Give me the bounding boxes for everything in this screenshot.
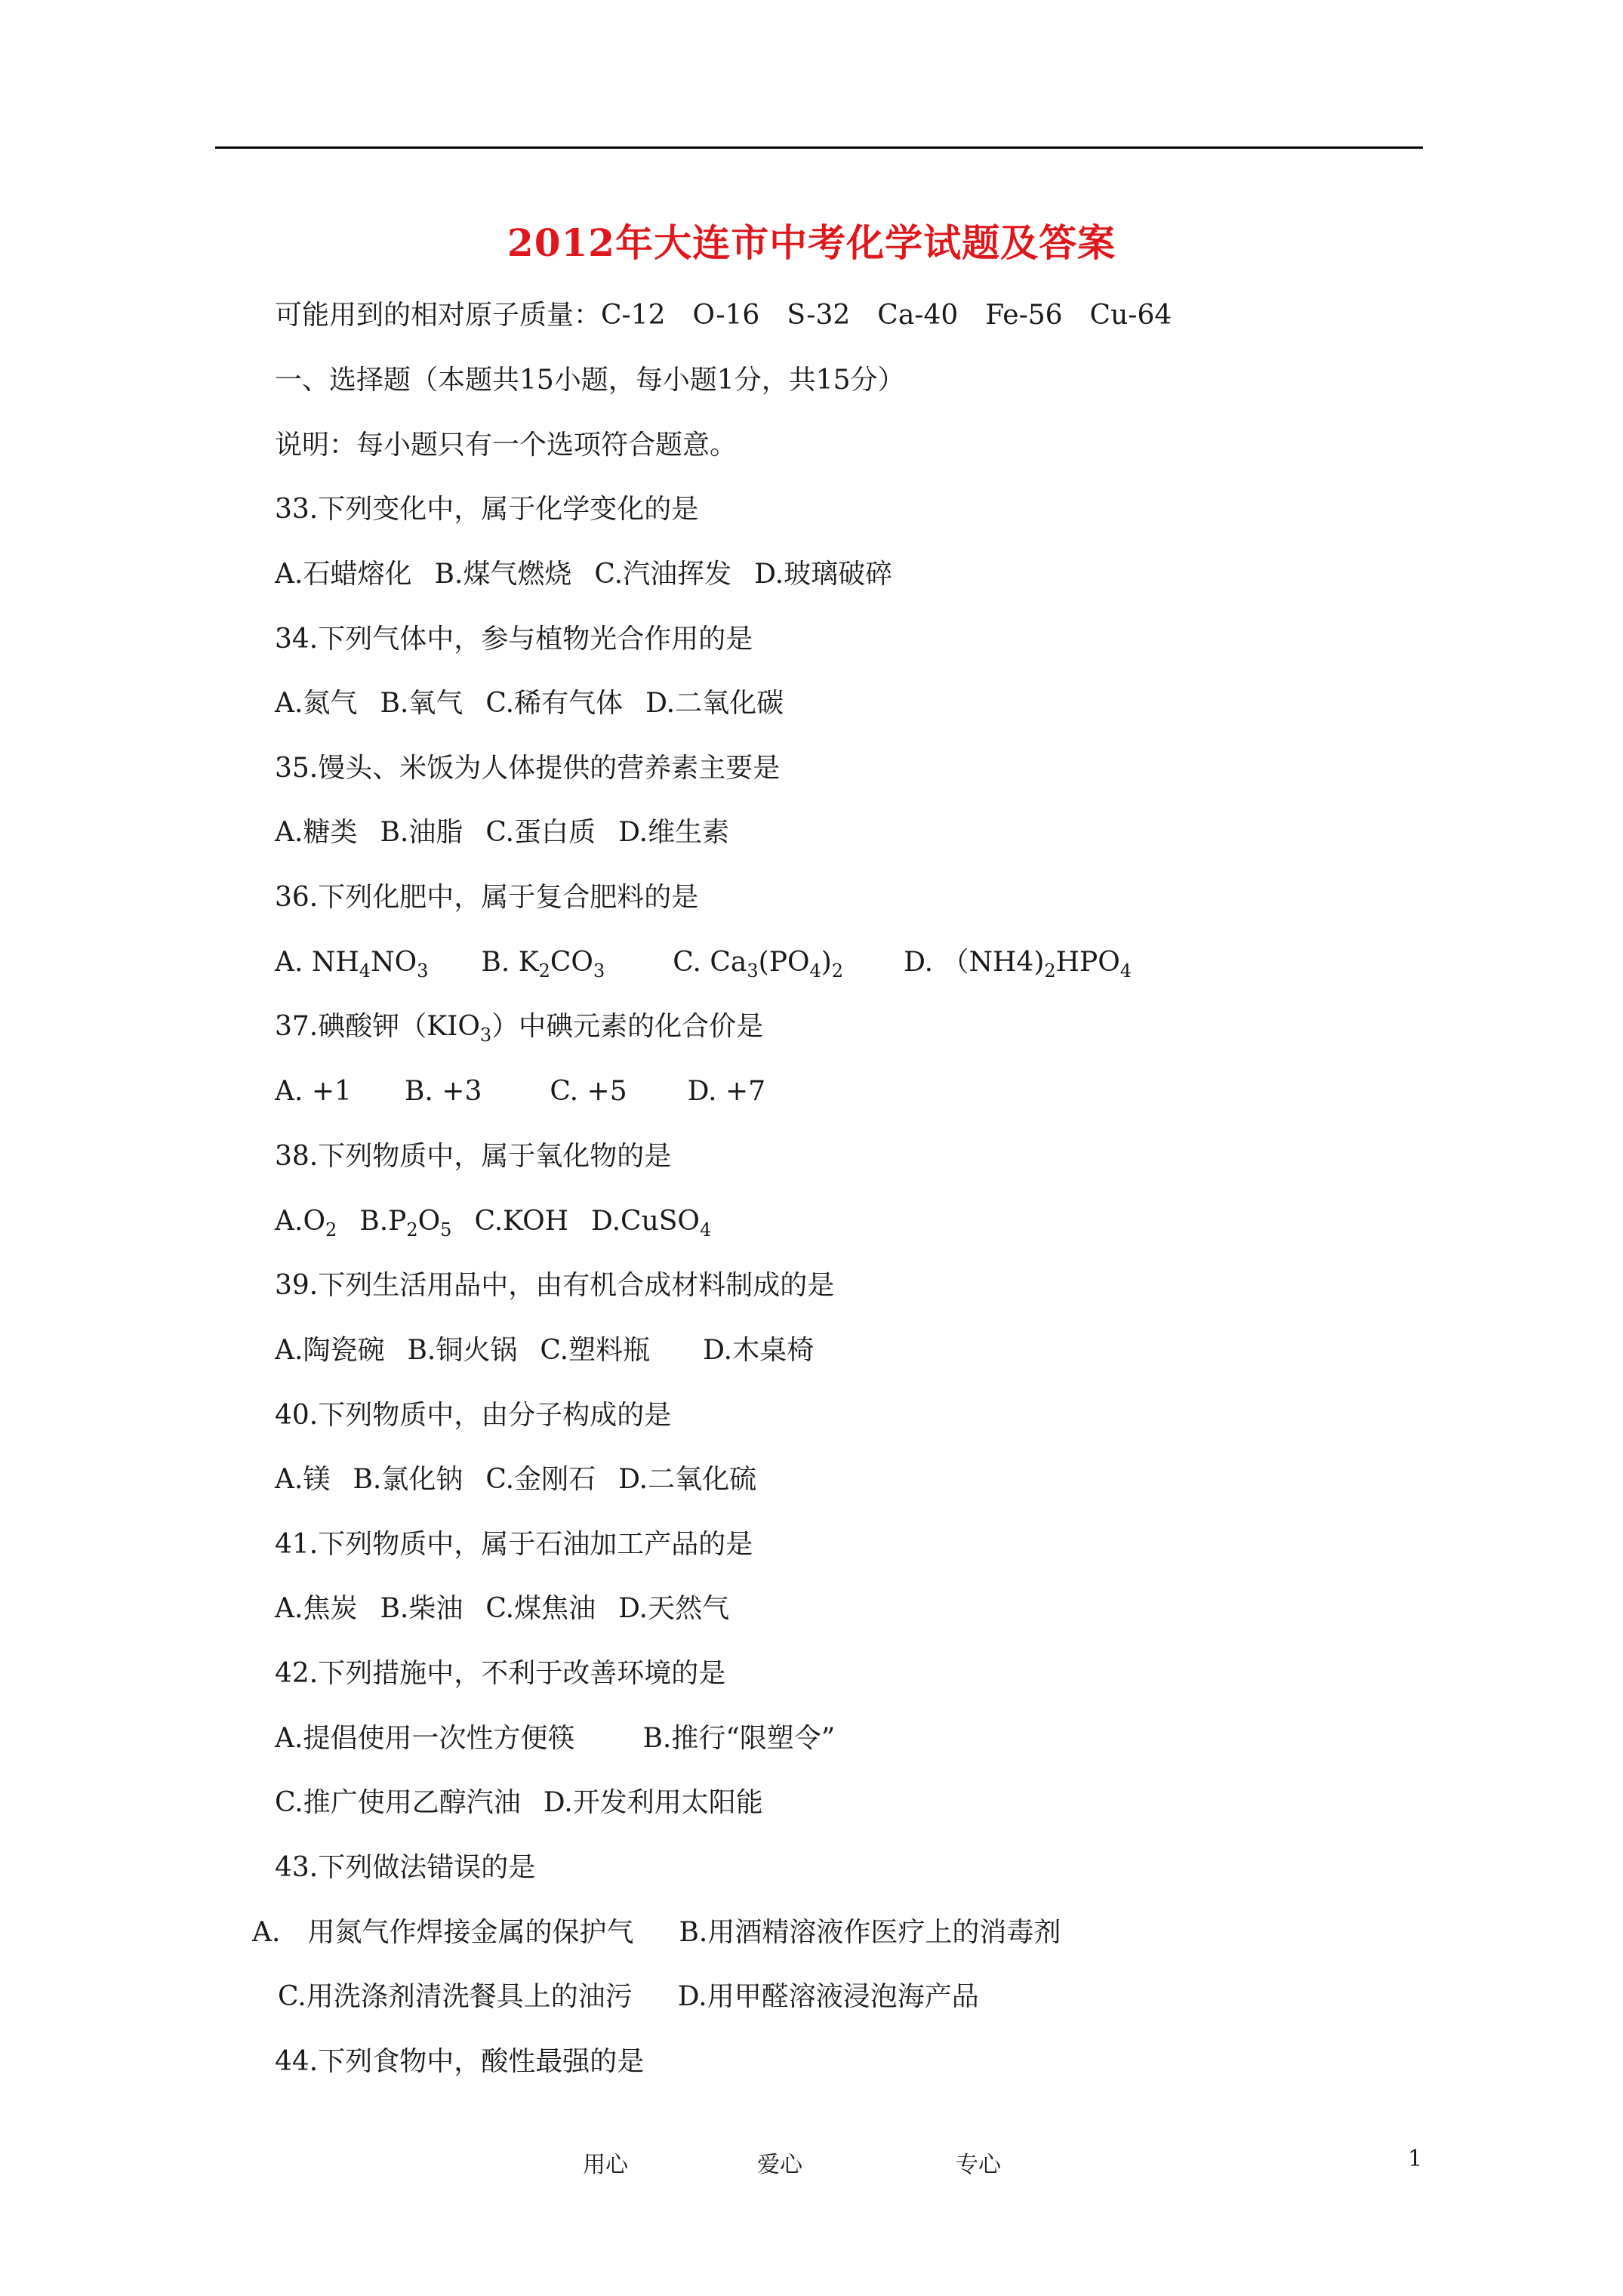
subscript: 2 <box>538 960 550 982</box>
option-c-text: C. Ca <box>673 947 747 978</box>
option-b: B. +3 <box>404 1076 482 1107</box>
option-c: C.煤焦油 <box>485 1593 596 1624</box>
option-a: A.陶瓷碗 <box>275 1335 385 1366</box>
option-a: A. 用氮气作焊接金属的保护气 <box>252 1917 634 1948</box>
option-a: A.氮气 <box>275 688 358 719</box>
subscript: 3 <box>593 960 605 982</box>
option-b <box>481 947 605 982</box>
option-c-text: ) <box>821 947 832 978</box>
question-37-options <box>275 1078 788 1105</box>
option-c: C.汽油挥发 <box>594 559 732 590</box>
stem-text: ）中碘元素的化合价是 <box>491 1011 764 1042</box>
subscript: 4 <box>359 960 371 982</box>
option-a-text: NO <box>371 947 417 978</box>
option-a: A.糖类 <box>275 817 358 848</box>
footer-center-text: 爱心 <box>757 2152 802 2178</box>
option-a: A.焦炭 <box>275 1593 358 1624</box>
question-43-options-row1 <box>252 1919 1083 1946</box>
option-a: A. +1 <box>275 1076 352 1107</box>
subscript: 2 <box>406 1219 418 1240</box>
question-38-stem: 38.下列物质中，属于氧化物的是 <box>275 1141 672 1172</box>
option-d: D.玻璃破碎 <box>754 559 893 590</box>
option-b: B.推行“限塑令” <box>642 1723 836 1754</box>
option-a: A.石蜡熔化 <box>275 559 412 590</box>
option-c-text: C.KOH <box>474 1206 568 1237</box>
section-header: 一、选择题（本题共15小题，每小题1分，共15分） <box>275 365 905 396</box>
subscript: 5 <box>440 1219 452 1240</box>
option-a-text: A.O <box>275 1206 325 1237</box>
option-c: C.金刚石 <box>485 1464 596 1495</box>
question-41-options <box>275 1595 752 1623</box>
option-d-text: D. （NH4) <box>904 947 1045 978</box>
option-d: D.用甲醛溶液浸泡海产品 <box>677 1981 979 2012</box>
question-36-options <box>275 947 1154 982</box>
option-c <box>673 947 844 982</box>
option-d: D.二氧化硫 <box>618 1464 757 1495</box>
subscript: 4 <box>809 960 821 982</box>
option-d: D.天然气 <box>618 1593 730 1624</box>
option-d: D.二氧化碳 <box>645 688 784 719</box>
question-42-options-row2 <box>275 1789 786 1817</box>
question-42-options-row1 <box>275 1725 858 1752</box>
option-b: B.铜火锅 <box>407 1335 518 1366</box>
question-37-stem <box>275 1011 764 1046</box>
option-c: C.蛋白质 <box>485 817 596 848</box>
footer-right-text: 专心 <box>956 2152 1001 2178</box>
atomic-masses: 可能用到的相对原子质量：C-12 O-16 S-32 Ca-40 Fe-56 Cu-64 <box>275 300 1172 331</box>
option-d-text: HPO <box>1055 947 1120 978</box>
footer-left-text: 用心 <box>583 2152 628 2178</box>
option-a <box>275 1206 337 1240</box>
option-b: B.柴油 <box>380 1593 463 1624</box>
option-c <box>474 1208 568 1235</box>
question-38-options <box>275 1206 734 1240</box>
question-39-stem: 39.下列生活用品中，由有机合成材料制成的是 <box>275 1270 835 1301</box>
header-rule <box>215 146 1423 149</box>
option-a <box>275 947 429 982</box>
question-39-options <box>275 1337 836 1364</box>
option-b: B.氧气 <box>380 688 463 719</box>
option-c: C. +5 <box>550 1076 627 1107</box>
question-34-options <box>275 690 806 717</box>
option-c: C.塑料瓶 <box>540 1335 651 1366</box>
subscript: 2 <box>831 960 844 982</box>
section-note: 说明：每小题只有一个选项符合题意。 <box>275 430 738 461</box>
option-d: D.开发利用太阳能 <box>543 1787 763 1818</box>
option-b: B.煤气燃烧 <box>434 559 572 590</box>
option-d <box>591 1206 712 1240</box>
option-c: C.用洗涤剂清洗餐具上的油污 <box>278 1981 633 2012</box>
option-d: D. +7 <box>687 1076 766 1107</box>
option-b-text: CO <box>550 947 593 978</box>
option-b: B.油脂 <box>380 817 463 848</box>
page-number: 1 <box>1408 2146 1423 2172</box>
option-d <box>904 947 1132 982</box>
question-34-stem: 34.下列气体中，参与植物光合作用的是 <box>275 624 753 655</box>
question-40-options <box>275 1466 779 1493</box>
option-d-text: D.CuSO <box>591 1206 700 1237</box>
question-33-options <box>275 561 915 588</box>
subscript: 4 <box>1119 960 1132 982</box>
question-40-stem: 40.下列物质中，由分子构成的是 <box>275 1400 672 1431</box>
subscript: 3 <box>479 1025 492 1046</box>
option-c: C.推广使用乙醇汽油 <box>275 1787 521 1818</box>
option-a: A.提倡使用一次性方便筷 <box>275 1723 575 1754</box>
option-b-text: B.P <box>359 1206 407 1237</box>
page-title: 2012年大连市中考化学试题及答案 <box>507 220 1116 265</box>
option-a-text: A. NH <box>275 947 359 978</box>
option-d: D.维生素 <box>618 817 730 848</box>
question-36-stem: 36.下列化肥中，属于复合肥料的是 <box>275 882 699 913</box>
subscript: 3 <box>747 960 759 982</box>
option-b-text: O <box>417 1206 441 1237</box>
option-c-text: (PO <box>758 947 810 978</box>
question-42-stem: 42.下列措施中，不利于改善环境的是 <box>275 1658 726 1689</box>
stem-text: 37.碘酸钾（KIO <box>275 1011 480 1042</box>
subscript: 2 <box>1044 960 1056 982</box>
question-43-options-row2 <box>278 1983 1002 2011</box>
option-b <box>359 1206 452 1240</box>
question-35-stem: 35.馒头、米饭为人体提供的营养素主要是 <box>275 753 781 784</box>
option-a: A.镁 <box>275 1464 331 1495</box>
subscript: 3 <box>417 960 429 982</box>
question-35-options <box>275 819 752 846</box>
question-41-stem: 41.下列物质中，属于石油加工产品的是 <box>275 1529 753 1560</box>
subscript: 4 <box>699 1219 712 1240</box>
question-33-stem: 33.下列变化中，属于化学变化的是 <box>275 494 699 525</box>
option-b: B.用酒精溶液作医疗上的消毒剂 <box>679 1917 1061 1948</box>
question-44-stem: 44.下列食物中，酸性最强的是 <box>275 2046 645 2077</box>
option-b: B.氯化钠 <box>353 1464 463 1495</box>
option-c: C.稀有气体 <box>485 688 624 719</box>
option-b-text: B. K <box>481 947 539 978</box>
subscript: 2 <box>325 1219 337 1240</box>
question-43-stem: 43.下列做法错误的是 <box>275 1852 536 1883</box>
option-d: D.木桌椅 <box>703 1335 815 1366</box>
